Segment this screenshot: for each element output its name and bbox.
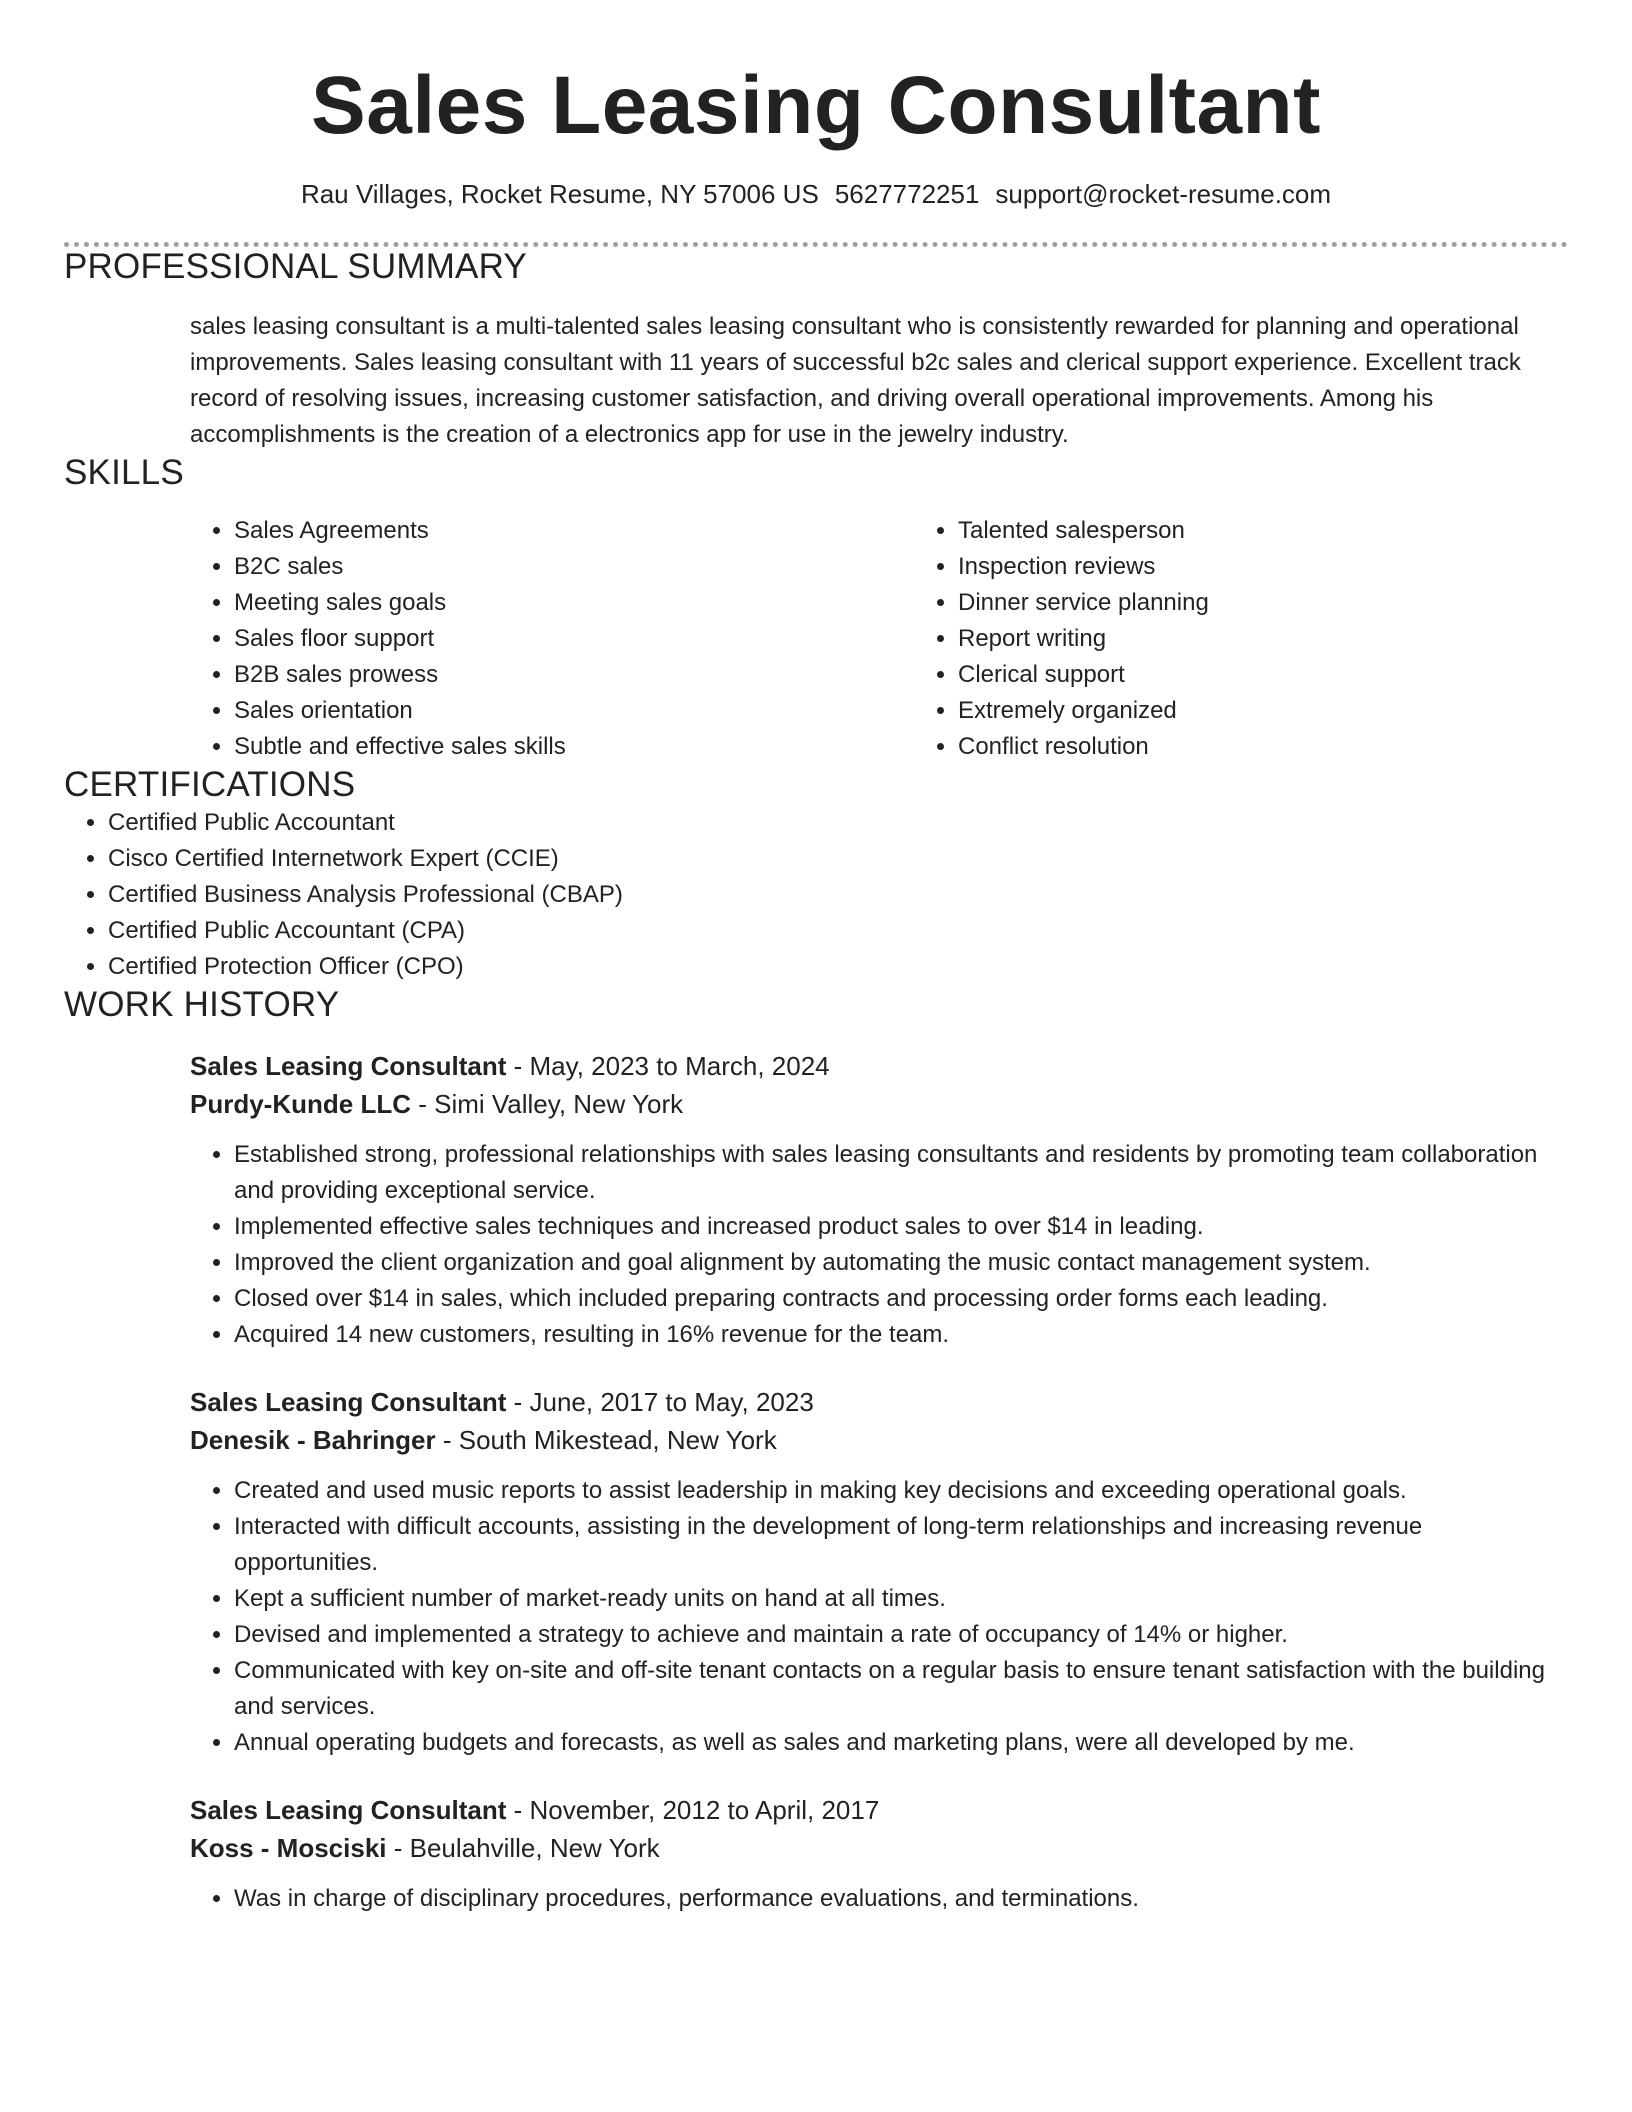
job-title: Sales Leasing Consultant xyxy=(190,1051,507,1081)
job-dates: - May, 2023 to March, 2024 xyxy=(506,1051,830,1081)
job-bullet: • Closed over $14 in sales, which included preparing contracts and processing order forms each leading. xyxy=(234,1281,1568,1317)
skill-item: • Sales orientation xyxy=(234,693,914,729)
skill-item: • Sales floor support xyxy=(234,621,914,657)
skill-item: • Talented salesperson xyxy=(958,513,1558,549)
job-dates: - November, 2012 to April, 2017 xyxy=(506,1795,880,1825)
certification-item: • Certified Protection Officer (CPO) xyxy=(108,949,1568,985)
contact-email[interactable]: support@rocket-resume.com xyxy=(995,179,1332,209)
job-bullet: • Implemented effective sales techniques and increased product sales to over $14 in leading. xyxy=(234,1209,1568,1245)
skill-item: • Sales Agreements xyxy=(234,513,914,549)
job-entry xyxy=(190,1383,1568,1761)
job-company-line xyxy=(190,1085,1568,1123)
certification-item: • Certified Public Accountant (CPA) xyxy=(108,913,1568,949)
job-title-line xyxy=(190,1047,1568,1085)
skill-item: • Meeting sales goals xyxy=(234,585,914,621)
job-location: - South Mikestead, New York xyxy=(435,1425,777,1455)
job-bullet: • Improved the client organization and goal alignment by automating the music contact management system. xyxy=(234,1245,1568,1281)
job-dates: - June, 2017 to May, 2023 xyxy=(506,1387,814,1417)
skills-column-right xyxy=(914,513,1558,765)
skills-heading: SKILLS xyxy=(64,453,184,492)
summary-text: sales leasing consultant is a multi-talented sales leasing consultant who is consistently rewarded for planning and operational improvements. Sales leasing consultant with 11 years of successful b2c sales and clerical support experience. Excellent track record of resolving issues, increasing customer satisfaction, and driving overall operational improvements. Among his accomplishments is the creation of a electronics app for use in the jewelry industry. xyxy=(190,313,1521,448)
contact-address: Rau Villages, Rocket Resume, NY 57006 US xyxy=(300,179,819,209)
job-company: Denesik - Bahringer xyxy=(190,1425,436,1455)
job-title-line xyxy=(190,1383,1568,1421)
job-title: Sales Leasing Consultant xyxy=(190,1387,507,1417)
skill-item: • Subtle and effective sales skills xyxy=(234,729,914,765)
job-title-line xyxy=(190,1791,1568,1829)
skill-item: • Dinner service planning xyxy=(958,585,1558,621)
certifications-list xyxy=(64,805,1568,985)
certification-item: • Cisco Certified Internetwork Expert (CCIE) xyxy=(108,841,1568,877)
job-entry xyxy=(190,1791,1568,1917)
contact-line xyxy=(64,178,1568,210)
certification-item: • Certified Public Accountant xyxy=(108,805,1568,841)
job-bullet: • Interacted with difficult accounts, assisting in the development of long-term relationships and increasing revenue opportunities. xyxy=(234,1509,1568,1581)
skill-item: • Conflict resolution xyxy=(958,729,1558,765)
job-bullets xyxy=(190,1473,1568,1761)
skill-item: • Inspection reviews xyxy=(958,549,1558,585)
job-bullets xyxy=(190,1881,1568,1917)
job-title: Sales Leasing Consultant xyxy=(190,1795,507,1825)
job-bullet: • Kept a sufficient number of market-ready units on hand at all times. xyxy=(234,1581,1568,1617)
job-bullets xyxy=(190,1137,1568,1353)
job-location: - Simi Valley, New York xyxy=(411,1089,684,1119)
certification-item: • Certified Business Analysis Professional (CBAP) xyxy=(108,877,1568,913)
certifications-heading: CERTIFICATIONS xyxy=(64,765,356,804)
skill-item: • B2B sales prowess xyxy=(234,657,914,693)
skill-item: • Clerical support xyxy=(958,657,1558,693)
contact-phone: 5627772251 xyxy=(834,179,980,209)
job-bullet: • Was in charge of disciplinary procedures, performance evaluations, and terminations. xyxy=(234,1881,1568,1917)
skill-item: • Extremely organized xyxy=(958,693,1558,729)
job-bullet: • Established strong, professional relationships with sales leasing consultants and residents by promoting team collaboration and providing exceptional service. xyxy=(234,1137,1568,1209)
resume-page xyxy=(64,0,1568,1917)
skill-item: • B2C sales xyxy=(234,549,914,585)
job-company-line xyxy=(190,1421,1568,1459)
job-entry xyxy=(190,1047,1568,1353)
work-history-heading: WORK HISTORY xyxy=(64,985,340,1024)
skill-item: • Report writing xyxy=(958,621,1558,657)
job-location: - Beulahville, New York xyxy=(386,1833,660,1863)
summary-heading: PROFESSIONAL SUMMARY xyxy=(64,247,527,286)
resume-title: Sales Leasing Consultant xyxy=(311,60,1321,151)
job-company: Koss - Mosciski xyxy=(190,1833,387,1863)
job-bullet: • Acquired 14 new customers, resulting in 16% revenue for the team. xyxy=(234,1317,1568,1353)
job-bullet: • Created and used music reports to assist leadership in making key decisions and exceeding operational goals. xyxy=(234,1473,1568,1509)
skills-column-left xyxy=(190,513,914,765)
job-company: Purdy-Kunde LLC xyxy=(190,1089,411,1119)
job-bullet: • Devised and implemented a strategy to achieve and maintain a rate of occupancy of 14% or higher. xyxy=(234,1617,1568,1653)
skills-grid xyxy=(190,513,1568,765)
job-company-line xyxy=(190,1829,1568,1867)
job-bullet: • Communicated with key on-site and off-site tenant contacts on a regular basis to ensure tenant satisfaction with the building and services. xyxy=(234,1653,1568,1725)
job-bullet: • Annual operating budgets and forecasts, as well as sales and marketing plans, were all developed by me. xyxy=(234,1725,1568,1761)
